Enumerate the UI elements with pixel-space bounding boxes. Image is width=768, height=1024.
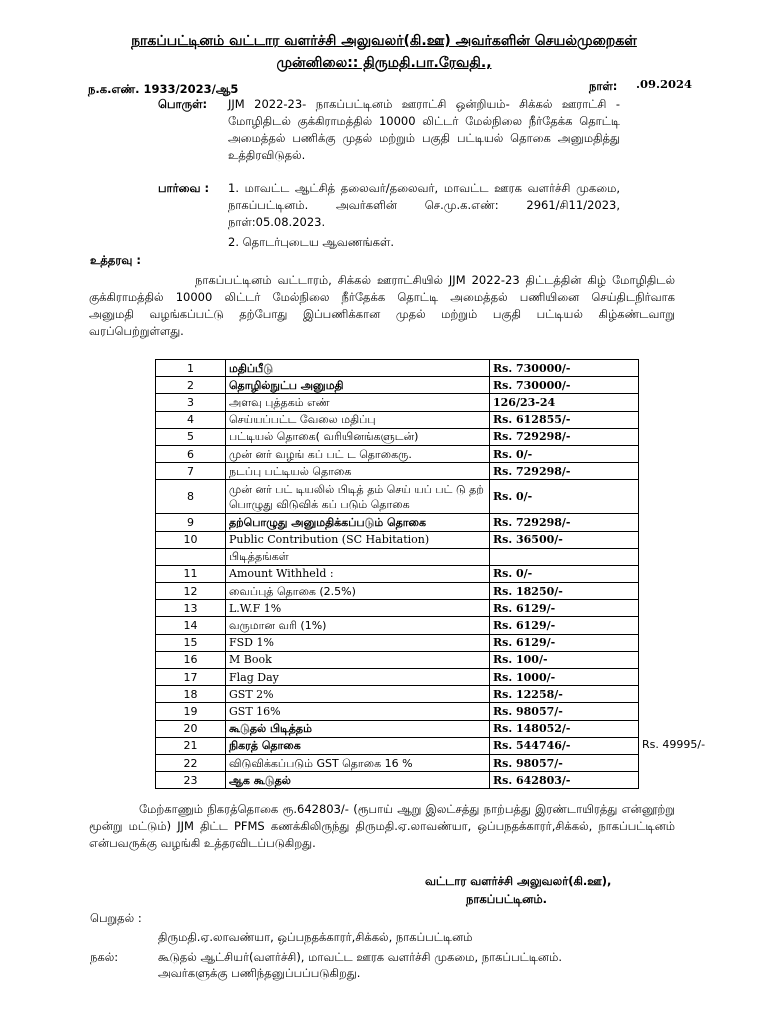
table-row [156, 394, 639, 411]
row-amount: Rs. 729298/- [490, 514, 639, 531]
order-line: அனுமதி வழங்கப்பட்டு தற்போது இப்பணிக்கான முதல் மற்றும் பகுதி பட்டியல் கிழ்கண்டவாறு [89, 307, 675, 321]
row-description: நிகரத் தொகை [226, 737, 490, 754]
row-number: 14 [156, 617, 226, 634]
row-description: முன் னர் வழங் கப் பட் ட தொகைரு. [226, 445, 490, 462]
row-description: L.W.F 1% [226, 600, 490, 617]
row-number: 20 [156, 720, 226, 737]
row-amount: Rs. 612855/- [490, 411, 639, 428]
row-description: வருமான வரி (1%) [226, 617, 490, 634]
order-line: வரப்பெற்றுள்ளது. [89, 324, 184, 338]
reference-line: 1. மாவட்ட ஆட்சித் தலைவர்/தலைவர், மாவட்ட ஊரக வளர்ச்சி முகமை, [228, 181, 620, 195]
subject-line: JJM 2022-23- நாகப்பட்டினம் ஊராட்சி ஒன்றியம்- சிக்கல் ஊராட்சி - [228, 97, 620, 111]
reference-item-1 [228, 180, 620, 231]
table-row [156, 531, 639, 548]
recipient-value: திருமதி.ஏ.லாவண்யா, ஒப்பநதக்காரர்,சிக்கல், நாகப்பட்டினம் [158, 930, 473, 944]
table-row [156, 548, 639, 565]
row-amount: Rs. 98057/- [490, 703, 639, 720]
row-description: Public Contribution (SC Habitation) [226, 531, 490, 548]
row-amount: Rs. 729298/- [490, 428, 639, 445]
copy-line-2: அவர்களுக்கு பணிந்தனுப்பப்படுகிறது. [158, 966, 361, 980]
row-number: 8 [156, 480, 226, 514]
row-amount: Rs. 729298/- [490, 463, 639, 480]
row-description: மதிப்பீடு [226, 360, 490, 377]
table-row [156, 669, 639, 686]
table-row [156, 720, 639, 737]
row-number: 6 [156, 445, 226, 462]
row-description: வைப்புத் தொகை (2.5%) [226, 583, 490, 600]
row-description: அளவு புத்தகம் எண் [226, 394, 490, 411]
document-title: நாகப்பட்டினம் வட்டார வளர்ச்சி அலுவலர்(கி.ஊ) அவர்களின் செயல்முறைகள் [131, 33, 637, 49]
row-amount: Rs. 148052/- [490, 720, 639, 737]
row-amount: Rs. 6129/- [490, 617, 639, 634]
row-description: GST 2% [226, 686, 490, 703]
row-amount: Rs. 1000/- [490, 669, 639, 686]
row-number: 2 [156, 377, 226, 394]
row-amount: Rs. 6129/- [490, 634, 639, 651]
order-text [89, 272, 675, 340]
row-amount: Rs. 0/- [490, 565, 639, 582]
row-description: தொழில்நுட்ப அனுமதி [226, 377, 490, 394]
order-label: உத்தரவு : [90, 253, 141, 267]
row-number: 23 [156, 772, 226, 789]
row-amount: Rs. 730000/- [490, 377, 639, 394]
row-amount: Rs. 0/- [490, 480, 639, 514]
table-row [156, 703, 639, 720]
order-line: நாகப்பட்டினம் வட்டாரம், சிக்கல் ஊராட்சியில் JJM 2022-23 திட்டத்தின் கிழ் மோழிதிடல் [195, 273, 675, 287]
row-amount: Rs. 18250/- [490, 583, 639, 600]
row-number [156, 548, 226, 565]
row-number: 4 [156, 411, 226, 428]
reference-line: நாகப்பட்டினம். அவர்களின் செ.மு.க.எண்: 2961/சி11/2023, [228, 198, 620, 212]
row-number: 16 [156, 651, 226, 668]
subject-line: அமைத்தல் பணிக்கு முதல் மற்றும் பகுதி பட்டியல் தொகை அனுமதித்து [228, 131, 620, 145]
row-description: ஆக கூடுதல் [226, 772, 490, 789]
conclusion-line: மூன்று மட்டும்) JJM திட்ட PFMS கணக்கிலிருந்து திருமதி.ஏ.லாவண்யா, ஒப்பநதக்காரர்,சிக்கல், நாகப்பட்டினம் [89, 819, 675, 833]
subject-label: பொருள்: [158, 97, 208, 111]
row-description: பட்டியல் தொகை( வரியினங்களுடன்) [226, 428, 490, 445]
side-note-amount: Rs. 49995/- [642, 738, 706, 751]
table-row [156, 411, 639, 428]
row-number: 19 [156, 703, 226, 720]
row-amount: Rs. 730000/- [490, 360, 639, 377]
row-description: Flag Day [226, 669, 490, 686]
table-row [156, 772, 639, 789]
recipient-label: பெறுதல் : [90, 911, 142, 925]
row-number: 7 [156, 463, 226, 480]
conclusion-text [89, 801, 675, 852]
table-row [156, 686, 639, 703]
copy-label: நகல்: [90, 950, 119, 964]
row-description: M Book [226, 651, 490, 668]
row-number: 13 [156, 600, 226, 617]
row-amount: Rs. 642803/- [490, 772, 639, 789]
table-row [156, 377, 639, 394]
table-row [156, 634, 639, 651]
order-line: குக்கிராமத்தில் 10000 லிட்டர் மேல்நிலை நீர்தேக்க தொட்டி அமைத்தல் பணியினை செய்திடநிர்வாக [89, 290, 675, 304]
row-number: 3 [156, 394, 226, 411]
row-amount: Rs. 36500/- [490, 531, 639, 548]
table-row [156, 514, 639, 531]
reference-item-2: 2. தொடர்புடைய ஆவணங்கள். [228, 235, 394, 249]
row-description: FSD 1% [226, 634, 490, 651]
row-description: GST 16% [226, 703, 490, 720]
row-description: Amount Withheld : [226, 565, 490, 582]
row-number: 22 [156, 754, 226, 771]
row-amount [490, 548, 639, 565]
row-number: 10 [156, 531, 226, 548]
subject-line: மோழிதிடல் குக்கிராமத்தில் 10000 லிட்டர் மேல்நிலை நீர்தேக்க தொட்டி [228, 114, 620, 128]
signature-place: நாகப்பட்டினம். [466, 892, 547, 906]
row-amount: Rs. 6129/- [490, 600, 639, 617]
date-value: .09.2024 [636, 77, 693, 91]
table-row [156, 600, 639, 617]
row-number: 21 [156, 737, 226, 754]
table-row [156, 480, 639, 514]
table-row [156, 360, 639, 377]
row-number: 1 [156, 360, 226, 377]
row-description: முன் னர் பட் டியலில் பிடித் தம் செய் யப் பட் டு தற் பொழுது விடுவிக் கப் படும் தொகை [226, 480, 490, 514]
date-label: நாள்: [589, 79, 618, 93]
row-number: 11 [156, 565, 226, 582]
row-number: 15 [156, 634, 226, 651]
table-row [156, 463, 639, 480]
row-description: விடுவிக்கப்படும் GST தொகை 16 % [226, 754, 490, 771]
signature-designation: வட்டார வளர்ச்சி அலுவலர்(கி.ஊ), [425, 874, 612, 888]
document-subtitle: முன்னிலை:: திருமதி.பா.ரேவதி., [276, 55, 492, 71]
table-row [156, 583, 639, 600]
copy-line-1: கூடுதல் ஆட்சியர்(வளர்ச்சி), மாவட்ட ஊரக வளர்ச்சி முகமை, நாகப்பட்டினம். [158, 950, 562, 964]
row-description: கூடுதல் பிடித்தம் [226, 720, 490, 737]
table-row [156, 565, 639, 582]
row-amount: Rs. 98057/- [490, 754, 639, 771]
subject-text [228, 96, 620, 164]
row-amount: Rs. 12258/- [490, 686, 639, 703]
row-amount: Rs. 100/- [490, 651, 639, 668]
reference-label: பார்வை : [158, 181, 210, 195]
table-row [156, 445, 639, 462]
table-row [156, 617, 639, 634]
conclusion-line: என்பவருக்கு வழங்கி உத்தரவிடப்படுகிறது. [89, 836, 316, 850]
row-amount: 126/23-24 [490, 394, 639, 411]
row-description: பிடித்தங்கள் [226, 548, 490, 565]
row-amount: Rs. 0/- [490, 445, 639, 462]
amount-table [155, 359, 639, 789]
row-number: 17 [156, 669, 226, 686]
row-description: நடப்பு பட்டியல் தொகை [226, 463, 490, 480]
row-number: 18 [156, 686, 226, 703]
row-number: 5 [156, 428, 226, 445]
row-amount: Rs. 544746/- [490, 737, 639, 754]
table-row [156, 428, 639, 445]
table-row [156, 754, 639, 771]
row-description: செய்யப்பட்ட வேலை மதிப்பு [226, 411, 490, 428]
reference-number: ந.க.எண். 1933/2023/ஆ5 [88, 82, 239, 96]
conclusion-line: மேற்காணும் நிகரத்தொகை ரூ.642803/- (ரூபாய் ஆறு இலட்சத்து நாற்பத்து இரண்டாயிரத்து என்னூற்று [139, 802, 675, 816]
row-description: தற்பொழுது அனுமதிக்கப்படும் தொகை [226, 514, 490, 531]
table-row [156, 737, 639, 754]
row-number: 12 [156, 583, 226, 600]
row-number: 9 [156, 514, 226, 531]
table-row [156, 651, 639, 668]
reference-line: நாள்:05.08.2023. [228, 215, 326, 229]
subject-line: உத்திரவிடுதல். [228, 148, 306, 162]
